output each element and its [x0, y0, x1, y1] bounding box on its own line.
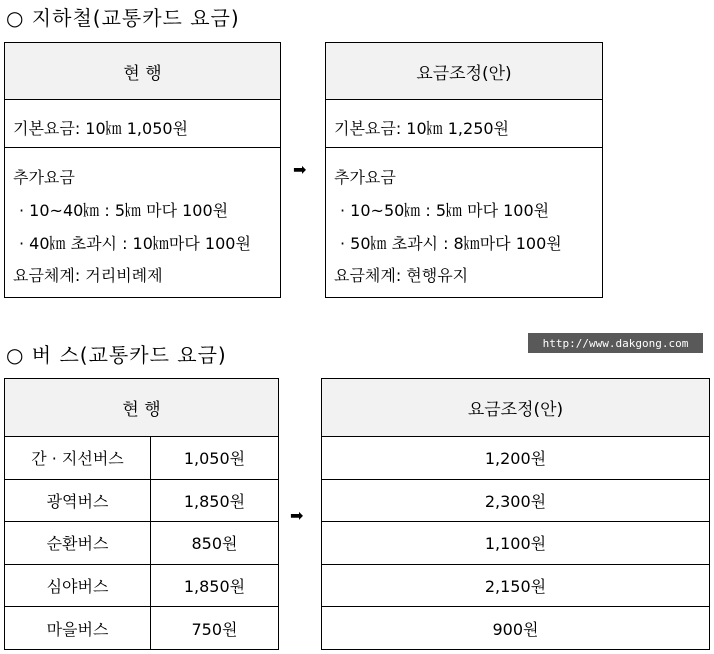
bus-current-table-wrap — [4, 378, 279, 650]
subway-current-base: 기본요금: 10㎞ 1,050원 — [13, 119, 189, 138]
table-row — [322, 437, 710, 480]
subway-current-extra-line: · 10~40㎞ : 5㎞ 마다 100원 — [19, 201, 229, 220]
bus-proposed-fare-cell: 1,200원 — [322, 437, 710, 480]
subway-proposed-header: 요금조정(안) — [326, 43, 602, 100]
table-row — [5, 479, 279, 522]
table-row — [322, 522, 710, 565]
bus-section-title: ○ 버 스(교통카드 요금) — [6, 343, 227, 367]
subway-proposed-box — [325, 42, 603, 298]
bus-type-cell: 순환버스 — [5, 522, 151, 565]
table-row — [322, 479, 710, 522]
bus-type-cell: 마을버스 — [5, 607, 151, 650]
table-row — [5, 607, 279, 650]
bus-type-cell: 심야버스 — [5, 564, 151, 607]
bus-proposed-fare-cell: 2,300원 — [322, 479, 710, 522]
subway-current-box — [4, 42, 281, 298]
bus-current-fare-cell: 1,850원 — [151, 564, 279, 607]
bus-type-cell: 간 · 지선버스 — [5, 437, 151, 480]
bus-current-fare-cell: 1,850원 — [151, 479, 279, 522]
subway-proposed-extra-line: · 50㎞ 초과시 : 8㎞마다 100원 — [340, 234, 562, 253]
table-row — [322, 564, 710, 607]
bus-current-fare-cell: 850원 — [151, 522, 279, 565]
subway-current-system: 요금체계: 거리비례제 — [13, 266, 163, 285]
subway-proposed-extra-title: 추가요금 — [334, 168, 396, 187]
subway-current-header: 현 행 — [5, 43, 280, 100]
subway-current-extra-title: 추가요금 — [13, 168, 75, 187]
subway-section-title: ○ 지하철(교통카드 요금) — [6, 6, 240, 30]
subway-proposed-base: 기본요금: 10㎞ 1,250원 — [334, 119, 510, 138]
bus-proposed-table — [321, 378, 710, 650]
subway-proposed-divider — [326, 147, 602, 148]
watermark-url: http://www.dakgong.com — [528, 333, 703, 353]
subway-current-divider — [5, 147, 280, 148]
bus-proposed-header: 요금조정(안) — [322, 379, 710, 437]
bus-proposed-table-wrap — [321, 378, 710, 650]
bus-arrow-icon: ➡ — [290, 506, 304, 525]
bus-current-fare-cell: 1,050원 — [151, 437, 279, 480]
bus-proposed-fare-cell: 1,100원 — [322, 522, 710, 565]
table-row — [322, 607, 710, 650]
table-row — [5, 437, 279, 480]
subway-arrow-icon: ➡ — [293, 160, 307, 179]
bus-current-header: 현 행 — [5, 379, 279, 437]
table-row — [5, 522, 279, 565]
table-row — [5, 564, 279, 607]
bus-type-cell: 광역버스 — [5, 479, 151, 522]
subway-current-extra-line: · 40㎞ 초과시 : 10㎞마다 100원 — [19, 234, 251, 253]
bus-proposed-fare-cell: 2,150원 — [322, 564, 710, 607]
bus-proposed-fare-cell: 900원 — [322, 607, 710, 650]
bus-current-fare-cell: 750원 — [151, 607, 279, 650]
subway-proposed-system: 요금체계: 현행유지 — [334, 266, 469, 285]
bus-current-table — [4, 378, 279, 650]
subway-proposed-extra-line: · 10~50㎞ : 5㎞ 마다 100원 — [340, 201, 550, 220]
